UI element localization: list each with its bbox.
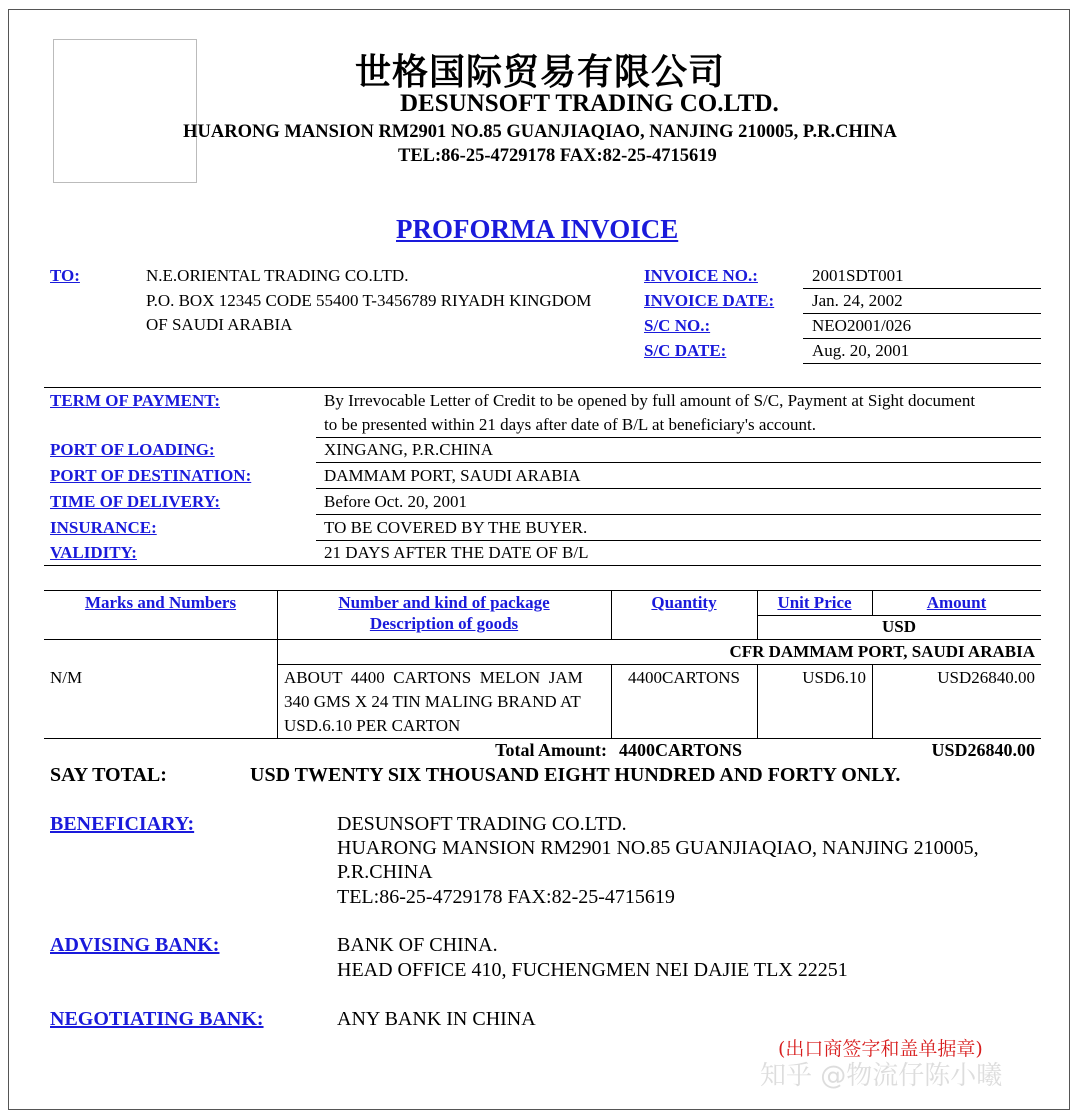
advising-bank-label: ADVISING BANK: (50, 934, 220, 956)
goods-currency-rule (757, 615, 1041, 616)
goods-trade-term-rule (277, 664, 1041, 665)
sc-no-label: S/C NO.: (644, 316, 711, 335)
header-amount: Amount (926, 593, 987, 612)
goods-header-bottom-rule (44, 639, 1041, 640)
say-total-label: SAY TOTAL: (50, 764, 167, 786)
time-of-delivery-rule (316, 514, 1041, 515)
header-unit-price: Unit Price (777, 593, 852, 612)
invoice-no-underline (803, 288, 1041, 289)
total-amount: USD26840.00 (931, 740, 1035, 760)
port-of-loading-value: XINGANG, P.R.CHINA (324, 440, 494, 459)
term-of-payment-line-2: to be presented within 21 days after date of B/L at beneficiary's account. (324, 415, 816, 434)
header-package: Number and kind of package (338, 593, 550, 612)
total-amount-label: Total Amount: (495, 740, 607, 760)
invoice-no-label: INVOICE NO.: (644, 266, 758, 285)
company-name-chinese: 世格国际贸易有限公司 (354, 51, 725, 93)
sc-no-underline (803, 338, 1041, 339)
goods-bottom-rule (44, 738, 1041, 739)
port-of-destination-value: DAMMAM PORT, SAUDI ARABIA (324, 466, 581, 485)
company-tel-fax: TEL:86-25-4729178 FAX:82-25-4715619 (398, 146, 717, 166)
total-quantity: 4400CARTONS (619, 740, 743, 760)
row-marks: N/M (50, 668, 83, 687)
row-quantity: 4400CARTONS (627, 668, 741, 687)
sc-date-label: S/C DATE: (644, 341, 727, 360)
sc-date-underline (803, 363, 1041, 364)
invoice-no-value: 2001SDT001 (812, 266, 904, 285)
to-label: TO: (50, 266, 80, 285)
time-of-delivery-label: TIME OF DELIVERY: (50, 492, 221, 511)
to-line-1: N.E.ORIENTAL TRADING CO.LTD. (146, 266, 409, 285)
beneficiary-line-2: HUARONG MANSION RM2901 NO.85 GUANJIAQIAO, NANJING 210005, (337, 837, 979, 859)
time-of-delivery-value: Before Oct. 20, 2001 (324, 492, 468, 511)
term-of-payment-line-1: By Irrevocable Letter of Credit to be opened by full amount of S/C, Payment at Sight document (324, 391, 976, 410)
negotiating-bank-label: NEGOTIATING BANK: (50, 1008, 264, 1030)
advising-bank-line-1: BANK OF CHINA. (337, 934, 498, 956)
beneficiary-line-1: DESUNSOFT TRADING CO.LTD. (337, 813, 627, 835)
goods-top-rule (44, 590, 1041, 591)
port-of-loading-rule (316, 462, 1041, 463)
company-address: HUARONG MANSION RM2901 NO.85 GUANJIAQIAO, NANJING 210005, P.R.CHINA (183, 122, 897, 142)
insurance-label: INSURANCE: (50, 518, 157, 537)
header-description: Description of goods (369, 614, 519, 633)
beneficiary-label: BENEFICIARY: (50, 813, 195, 835)
port-of-destination-rule (316, 488, 1041, 489)
sc-no-value: NEO2001/026 (812, 316, 912, 335)
watermark: 知乎 @物流仔陈小曦 (760, 1061, 1003, 1091)
advising-bank-line-2: HEAD OFFICE 410, FUCHENGMEN NEI DAJIE TLX 22251 (337, 959, 848, 981)
row-desc-line-2: 340 GMS X 24 TIN MALING BRAND AT (284, 692, 581, 711)
trade-term: CFR DAMMAM PORT, SAUDI ARABIA (729, 642, 1035, 661)
say-total-text: USD TWENTY SIX THOUSAND EIGHT HUNDRED AND FORTY ONLY. (250, 764, 901, 786)
header-currency: USD (881, 617, 916, 636)
sc-date-value: Aug. 20, 2001 (812, 341, 910, 360)
header-marks-and-numbers: Marks and Numbers (84, 593, 237, 612)
beneficiary-line-3: P.R.CHINA (337, 861, 433, 883)
row-desc-line-1: ABOUT 4400 CARTONS MELON JAM (284, 668, 583, 687)
row-desc-line-3: USD.6.10 PER CARTON (284, 716, 461, 735)
term-of-payment-label: TERM OF PAYMENT: (50, 391, 220, 410)
validity-value: 21 DAYS AFTER THE DATE OF B/L (324, 543, 589, 562)
terms-bottom-rule (44, 565, 1041, 566)
invoice-date-label: INVOICE DATE: (644, 291, 775, 310)
terms-top-rule (44, 387, 1041, 388)
invoice-date-underline (803, 313, 1041, 314)
port-of-loading-label: PORT OF LOADING: (50, 440, 215, 459)
beneficiary-line-4: TEL:86-25-4729178 FAX:82-25-4715619 (337, 886, 675, 908)
validity-label: VALIDITY: (50, 543, 137, 562)
term-of-payment-rule (316, 437, 1041, 438)
company-name-english: DESUNSOFT TRADING CO.LTD. (400, 90, 779, 117)
to-line-3: OF SAUDI ARABIA (146, 315, 293, 334)
row-amount: USD26840.00 (937, 668, 1035, 687)
negotiating-bank-line-1: ANY BANK IN CHINA (337, 1008, 536, 1030)
port-of-destination-label: PORT OF DESTINATION: (50, 466, 252, 485)
insurance-value: TO BE COVERED BY THE BUYER. (324, 518, 588, 537)
insurance-rule (316, 540, 1041, 541)
header-quantity: Quantity (651, 593, 717, 612)
to-line-2: P.O. BOX 12345 CODE 55400 T-3456789 RIYADH KINGDOM (146, 291, 592, 310)
invoice-date-value: Jan. 24, 2002 (812, 291, 903, 310)
seal-note: (出口商签字和盖单据章) (778, 1038, 983, 1060)
document-title: PROFORMA INVOICE (396, 214, 679, 244)
row-unit-price: USD6.10 (802, 668, 866, 687)
